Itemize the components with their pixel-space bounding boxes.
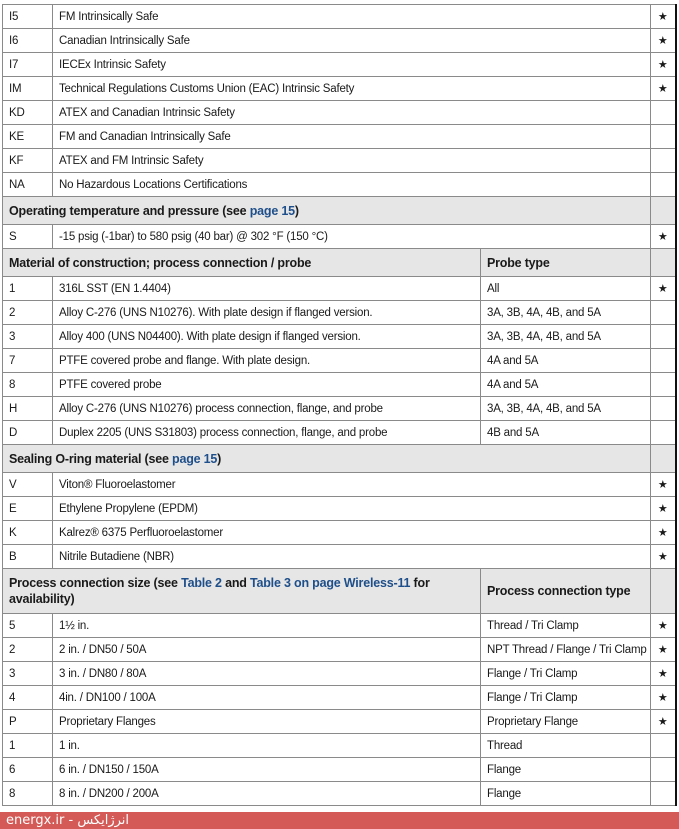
probe-type: 3A, 3B, 4A, 4B, and 5A <box>481 301 651 325</box>
option-code: I7 <box>3 53 53 77</box>
table-row <box>3 125 676 149</box>
page-15-link[interactable]: page 15 <box>249 203 295 218</box>
option-description: Kalrez® 6375 Perfluoroelastomer <box>53 521 651 545</box>
option-code: 7 <box>3 349 53 373</box>
option-code: K <box>3 521 53 545</box>
standard-star-icon: ★ <box>651 545 676 569</box>
option-code: KF <box>3 149 53 173</box>
option-code: 1 <box>3 734 53 758</box>
option-code: H <box>3 397 53 421</box>
option-description: 8 in. / DN200 / 200A <box>53 782 481 806</box>
table-row <box>3 758 676 782</box>
section-header-temperature <box>3 197 676 225</box>
section-star-cell <box>651 197 676 225</box>
option-code: E <box>3 497 53 521</box>
table-row <box>3 101 676 125</box>
option-description: IECEx Intrinsic Safety <box>53 53 651 77</box>
table-row <box>3 545 676 569</box>
standard-star-cell <box>651 782 676 806</box>
section-title-text: Process connection size (see <box>9 576 182 590</box>
section-star-cell <box>651 249 676 277</box>
probe-type: All <box>481 277 651 301</box>
option-description: 1 in. <box>53 734 481 758</box>
option-description: Alloy C-276 (UNS N10276) process connection, flange, and probe <box>53 397 481 421</box>
section-header-oring <box>3 445 676 473</box>
ordering-info-table <box>2 4 677 806</box>
option-description: PTFE covered probe and flange. With plate design. <box>53 349 481 373</box>
section-star-cell <box>651 569 676 614</box>
option-description: 1½ in. <box>53 614 481 638</box>
table-row <box>3 301 676 325</box>
option-description: PTFE covered probe <box>53 373 481 397</box>
option-description: Technical Regulations Customs Union (EAC) Intrinsic Safety <box>53 77 651 101</box>
table-row <box>3 53 676 77</box>
table-row <box>3 497 676 521</box>
standard-star-icon: ★ <box>651 614 676 638</box>
section-title <box>3 569 481 614</box>
option-description: 6 in. / DN150 / 150A <box>53 758 481 782</box>
standard-star-icon: ★ <box>651 662 676 686</box>
column-header-probe-type: Probe type <box>481 249 651 277</box>
option-code: IM <box>3 77 53 101</box>
connection-type: Flange / Tri Clamp <box>481 686 651 710</box>
option-description: Ethylene Propylene (EPDM) <box>53 497 651 521</box>
column-header-connection-type: Process connection type <box>481 569 651 614</box>
standard-star-cell <box>651 421 676 445</box>
standard-star-icon: ★ <box>651 473 676 497</box>
standard-star-cell <box>651 349 676 373</box>
standard-star-icon: ★ <box>651 710 676 734</box>
table-row <box>3 173 676 197</box>
table-row <box>3 29 676 53</box>
option-code: D <box>3 421 53 445</box>
connection-type: Proprietary Flange <box>481 710 651 734</box>
connection-type: Flange <box>481 758 651 782</box>
section-header-connection <box>3 569 676 614</box>
option-code: 6 <box>3 758 53 782</box>
option-code: 2 <box>3 638 53 662</box>
standard-star-icon: ★ <box>651 277 676 301</box>
option-code: KD <box>3 101 53 125</box>
table-row <box>3 349 676 373</box>
option-code: 4 <box>3 686 53 710</box>
table-row <box>3 710 676 734</box>
standard-star-icon: ★ <box>651 225 676 249</box>
option-description: Proprietary Flanges <box>53 710 481 734</box>
option-description: Viton® Fluoroelastomer <box>53 473 651 497</box>
option-code: P <box>3 710 53 734</box>
option-code: 1 <box>3 277 53 301</box>
option-description: Nitrile Butadiene (NBR) <box>53 545 651 569</box>
standard-star-cell <box>651 758 676 782</box>
table-row <box>3 77 676 101</box>
table-row <box>3 373 676 397</box>
section-title-text: Sealing O-ring material (see <box>9 451 173 466</box>
standard-star-icon: ★ <box>651 5 676 29</box>
table-row <box>3 277 676 301</box>
table-row <box>3 638 676 662</box>
table-row <box>3 734 676 758</box>
option-code: KE <box>3 125 53 149</box>
standard-star-icon: ★ <box>651 638 676 662</box>
section-star-cell <box>651 445 676 473</box>
standard-star-cell <box>651 125 676 149</box>
option-code: 2 <box>3 301 53 325</box>
table-row <box>3 614 676 638</box>
option-code: 3 <box>3 662 53 686</box>
table-row <box>3 397 676 421</box>
section-header-material <box>3 249 676 277</box>
option-code: I6 <box>3 29 53 53</box>
standard-star-icon: ★ <box>651 77 676 101</box>
standard-star-cell <box>651 101 676 125</box>
standard-star-cell <box>651 173 676 197</box>
option-code: I5 <box>3 5 53 29</box>
standard-star-cell <box>651 149 676 173</box>
table-3-link[interactable]: Table 3 on page Wireless-11 <box>249 576 411 590</box>
probe-type: 3A, 3B, 4A, 4B, and 5A <box>481 397 651 421</box>
connection-type: Flange <box>481 782 651 806</box>
standard-star-cell <box>651 734 676 758</box>
option-description: 4in. / DN100 / 100A <box>53 686 481 710</box>
section-title-end: ) <box>217 451 222 466</box>
table-row <box>3 5 676 29</box>
option-code: 8 <box>3 782 53 806</box>
probe-type: 4A and 5A <box>481 349 651 373</box>
table-row <box>3 149 676 173</box>
connection-type: Flange / Tri Clamp <box>481 662 651 686</box>
watermark-footer <box>0 812 679 829</box>
table-row <box>3 225 676 249</box>
standard-star-cell <box>651 301 676 325</box>
section-title-text: Operating temperature and pressure (see <box>9 203 250 218</box>
option-code: 3 <box>3 325 53 349</box>
option-code: V <box>3 473 53 497</box>
section-title: Material of construction; process connection / probe <box>3 249 481 277</box>
option-description: Duplex 2205 (UNS S31803) process connection, flange, and probe <box>53 421 481 445</box>
option-description: Canadian Intrinsically Safe <box>53 29 651 53</box>
standard-star-cell <box>651 325 676 349</box>
option-description: 316L SST (EN 1.4404) <box>53 277 481 301</box>
option-description: Alloy 400 (UNS N04400). With plate design if flanged version. <box>53 325 481 349</box>
standard-star-icon: ★ <box>651 53 676 77</box>
section-title <box>3 445 651 473</box>
option-description: -15 psig (-1bar) to 580 psig (40 bar) @ 302 °F (150 °C) <box>53 225 651 249</box>
table-row <box>3 686 676 710</box>
watermark-text: energx.ir - انرژایکس <box>6 813 130 828</box>
page-15-link[interactable]: page 15 <box>172 451 218 466</box>
option-description: 2 in. / DN50 / 50A <box>53 638 481 662</box>
section-title <box>3 197 651 225</box>
connection-type: Thread / Tri Clamp <box>481 614 651 638</box>
section-title-end: for availability) <box>9 576 430 606</box>
table-row <box>3 662 676 686</box>
standard-star-cell <box>651 373 676 397</box>
table-row <box>3 421 676 445</box>
section-title-end: ) <box>294 203 299 218</box>
option-code: 5 <box>3 614 53 638</box>
probe-type: 4A and 5A <box>481 373 651 397</box>
standard-star-icon: ★ <box>651 521 676 545</box>
option-description: ATEX and FM Intrinsic Safety <box>53 149 651 173</box>
table-row <box>3 325 676 349</box>
table-row <box>3 473 676 497</box>
standard-star-icon: ★ <box>651 497 676 521</box>
option-code: B <box>3 545 53 569</box>
standard-star-cell <box>651 397 676 421</box>
option-description: Alloy C-276 (UNS N10276). With plate design if flanged version. <box>53 301 481 325</box>
probe-type: 3A, 3B, 4A, 4B, and 5A <box>481 325 651 349</box>
option-description: No Hazardous Locations Certifications <box>53 173 651 197</box>
option-description: FM and Canadian Intrinsically Safe <box>53 125 651 149</box>
table-row <box>3 782 676 806</box>
probe-type: 4B and 5A <box>481 421 651 445</box>
option-description: ATEX and Canadian Intrinsic Safety <box>53 101 651 125</box>
option-code: NA <box>3 173 53 197</box>
connection-type: Thread <box>481 734 651 758</box>
option-description: 3 in. / DN80 / 80A <box>53 662 481 686</box>
connection-type: NPT Thread / Flange / Tri Clamp <box>481 638 651 662</box>
standard-star-icon: ★ <box>651 29 676 53</box>
table-row <box>3 521 676 545</box>
section-title-mid: and <box>221 576 250 590</box>
option-description: FM Intrinsically Safe <box>53 5 651 29</box>
option-code: S <box>3 225 53 249</box>
table-2-link[interactable]: Table 2 <box>181 576 222 590</box>
option-code: 8 <box>3 373 53 397</box>
standard-star-icon: ★ <box>651 686 676 710</box>
